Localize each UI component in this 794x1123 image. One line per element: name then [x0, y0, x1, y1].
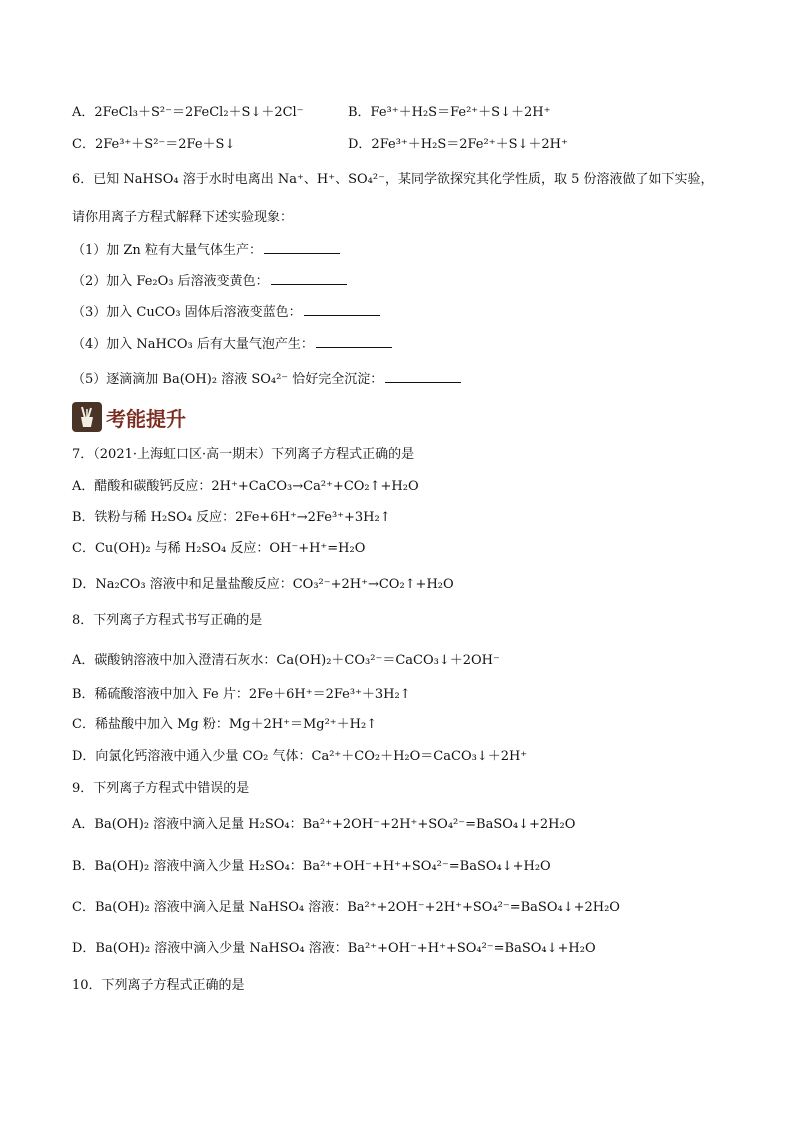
q8-stem: 8．下列离子方程式书写正确的是	[72, 613, 263, 628]
q6-item-2	[72, 272, 347, 291]
q9-stem: 9．下列离子方程式中错误的是	[72, 781, 250, 796]
q7-stem: 7．（2021·上海虹口区·高一期末）下列离子方程式正确的是	[72, 447, 415, 462]
q5-option-d: D．2Fe³⁺＋H₂S＝2Fe²⁺＋S↓＋2H⁺	[348, 137, 568, 152]
q6-stem-2: 请你用离子方程式解释下述实验现象：	[72, 210, 294, 225]
q8-option-a: A．碳酸钠溶液中加入澄清石灰水：Ca(OH)₂＋CO₃²⁻＝CaCO₃↓＋2OH⁻	[72, 653, 500, 668]
answer-blank[interactable]	[271, 272, 347, 285]
q8-option-c: C．稀盐酸中加入 Mg 粉：Mg＋2H⁺＝Mg²⁺＋H₂↑	[72, 717, 378, 732]
q7-option-c: C．Cu(OH)₂ 与稀 H₂SO₄ 反应：OH⁻+H⁺=H₂O	[72, 541, 366, 556]
q6-item-label: （1）加 Zn 粒有大量气体生产：	[72, 243, 262, 258]
q9-option-b: B．Ba(OH)₂ 溶液中滴入少量 H₂SO₄：Ba²⁺+OH⁻+H⁺+SO₄²⁻=BaSO₄↓+H₂O	[72, 859, 551, 874]
q8-option-d: D．向氯化钙溶液中通入少量 CO₂ 气体：Ca²⁺＋CO₂＋H₂O＝CaCO₃↓＋2H⁺	[72, 749, 528, 764]
q10-stem: 10．下列离子方程式正确的是	[72, 978, 245, 993]
q6-item-label: （2）加入 Fe₂O₃ 后溶液变黄色：	[72, 274, 269, 289]
section-banner	[72, 400, 186, 434]
answer-blank[interactable]	[385, 370, 461, 383]
q7-option-b: B．铁粉与稀 H₂SO₄ 反应：2Fe+6H⁺→2Fe³⁺+3H₂↑	[72, 510, 391, 525]
q6-item-label: （4）加入 NaHCO₃ 后有大量气泡产生：	[72, 337, 314, 352]
q6-item-5	[72, 370, 461, 389]
answer-blank[interactable]	[304, 303, 380, 316]
q9-option-d: D．Ba(OH)₂ 溶液中滴入少量 NaHSO₄ 溶液：Ba²⁺+OH⁻+H⁺+SO₄²⁻=BaSO₄↓+H₂O	[72, 941, 596, 956]
q5-option-a: A．2FeCl₃＋S²⁻＝2FeCl₂＋S↓＋2Cl⁻	[72, 105, 304, 120]
q6-item-3	[72, 303, 380, 322]
q9-option-c: C．Ba(OH)₂ 溶液中滴入足量 NaHSO₄ 溶液：Ba²⁺+2OH⁻+2H⁺+SO₄²⁻=BaSO₄↓+2H₂O	[72, 900, 620, 915]
q6-item-1	[72, 241, 340, 260]
q5-option-b: B．Fe³⁺＋H₂S＝Fe²⁺＋S↓＋2H⁺	[348, 105, 551, 120]
q6-item-label: （5）逐滴滴加 Ba(OH)₂ 溶液 SO₄²⁻ 恰好完全沉淀：	[72, 372, 384, 387]
pencil-cup-icon	[72, 402, 102, 432]
q6-item-4	[72, 335, 392, 354]
q9-option-a: A．Ba(OH)₂ 溶液中滴入足量 H₂SO₄：Ba²⁺+2OH⁻+2H⁺+SO₄²⁻=BaSO₄↓+2H₂O	[72, 817, 576, 832]
answer-blank[interactable]	[316, 335, 392, 348]
section-title: 考能提升	[106, 406, 186, 431]
q7-option-a: A．醋酸和碳酸钙反应：2H⁺+CaCO₃→Ca²⁺+CO₂↑+H₂O	[72, 479, 419, 494]
q6-item-label: （3）加入 CuCO₃ 固体后溶液变蓝色：	[72, 305, 302, 320]
answer-blank[interactable]	[264, 241, 340, 254]
q8-option-b: B．稀硫酸溶液中加入 Fe 片：2Fe＋6H⁺＝2Fe³⁺＋3H₂↑	[72, 687, 411, 702]
q5-row-1	[72, 104, 304, 122]
q5-option-c: C．2Fe³⁺＋S²⁻＝2Fe＋S↓	[72, 137, 236, 152]
q7-option-d: D．Na₂CO₃ 溶液中和足量盐酸反应：CO₃²⁻+2H⁺→CO₂↑+H₂O	[72, 577, 454, 592]
q6-stem: 6．已知 NaHSO₄ 溶于水时电离出 Na⁺、H⁺、SO₄²⁻，某同学欲探究其化学性质，取 5 份溶液做了如下实验，	[72, 172, 714, 187]
